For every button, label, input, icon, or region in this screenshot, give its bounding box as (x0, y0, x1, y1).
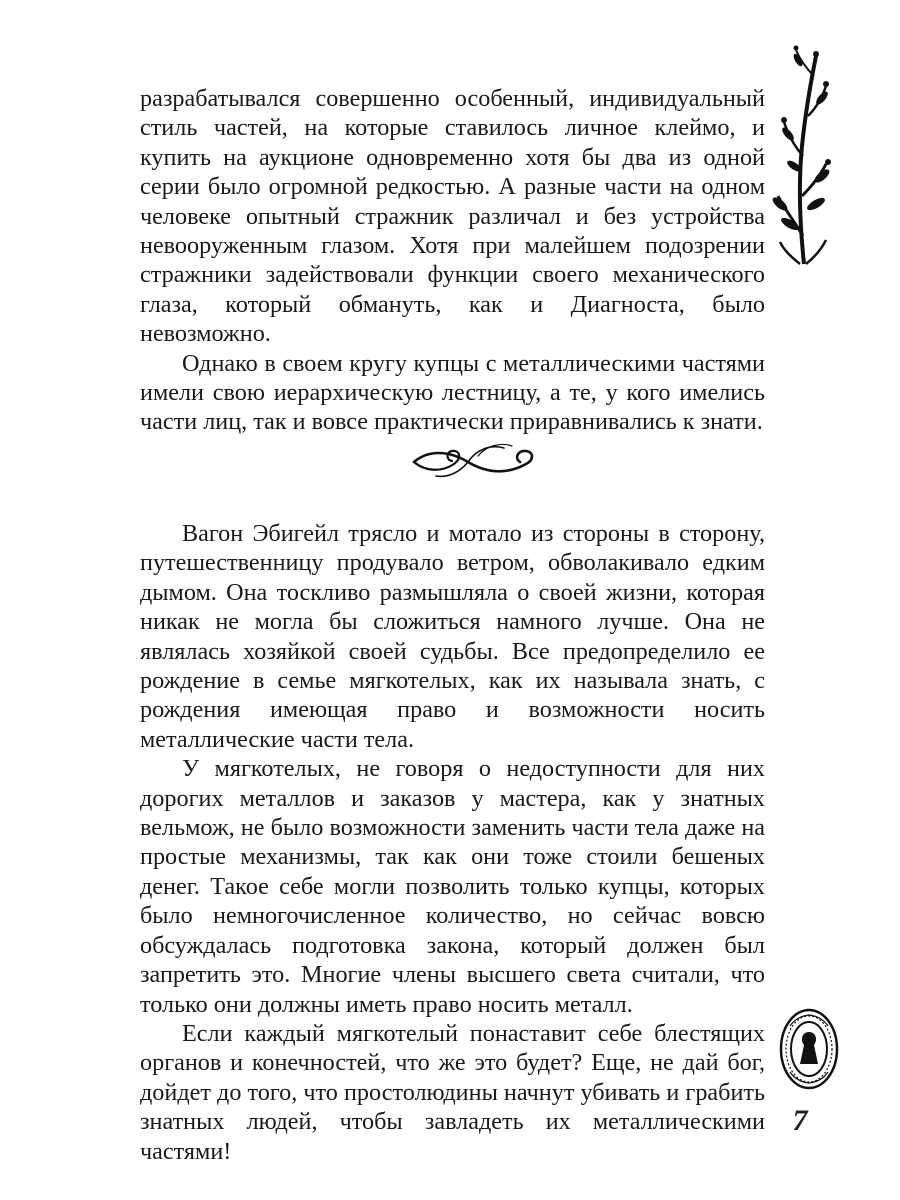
plant-branch-icon (770, 36, 840, 266)
flourish-ornament-icon (408, 436, 538, 486)
text-block-top (140, 84, 765, 437)
keyhole-seal-icon (778, 1006, 840, 1092)
paragraph: Однако в своем кругу купцы с металлическими частями имели свою иерархическую лестницу, а те, у кого имелись части лиц, так и вовсе практически приравнивались к знати. (140, 349, 765, 436)
text-block-bottom (140, 519, 765, 1166)
paragraph: Если каждый мягкотелый понаставит себе блестящих органов и конечностей, что же это будет? Еще, не дай бог, дойдет до того, что простолюдины начнут убивать и грабить знатных людей, чтобы завладеть их металлическими частями! (140, 1019, 765, 1165)
paragraph: Вагон Эбигейл трясло и мотало из стороны в сторону, путешественницу продувало ветром, обволакивало едким дымом. Она тоскливо размышляла о своей жизни, которая никак не могла бы сложиться намного лучше. Она не являлась хозяйкой своей судьбы. Все предопределило ее рождение в семье мягкотелых, как их называла знать, с рождения имеющая право и возможности носить металлические части тела. (140, 520, 765, 753)
page-number: 7 (792, 1104, 808, 1137)
paragraph: разрабатывался совершенно особенный, индивидуальный стиль частей, на которые ставилось личное клеймо, и купить на аукционе одновременно хотя бы два из одной серии было огромной редкостью. А разные части на одном человеке опытный стражник различал и без устройства невооруженным глазом. Хотя при малейшем подозрении стражники задействовали функции своего механического глаза, который обмануть, как и Диагноста, было невозможно. (140, 85, 765, 348)
paragraph: У мягкотелых, не говоря о недоступности для них дорогих металлов и заказов у мастера, как у знатных вельмож, не было возможности заменить части тела даже на простые механизмы, так как они тоже стоили бешеных денег. Такое себе могли позволить только купцы, которых было немногочисленное количество, но сейчас вовсю обсуждалась подготовка закона, который должен был запретить это. Многие члены высшего света считали, что только они должны иметь право носить металл. (140, 755, 765, 1018)
